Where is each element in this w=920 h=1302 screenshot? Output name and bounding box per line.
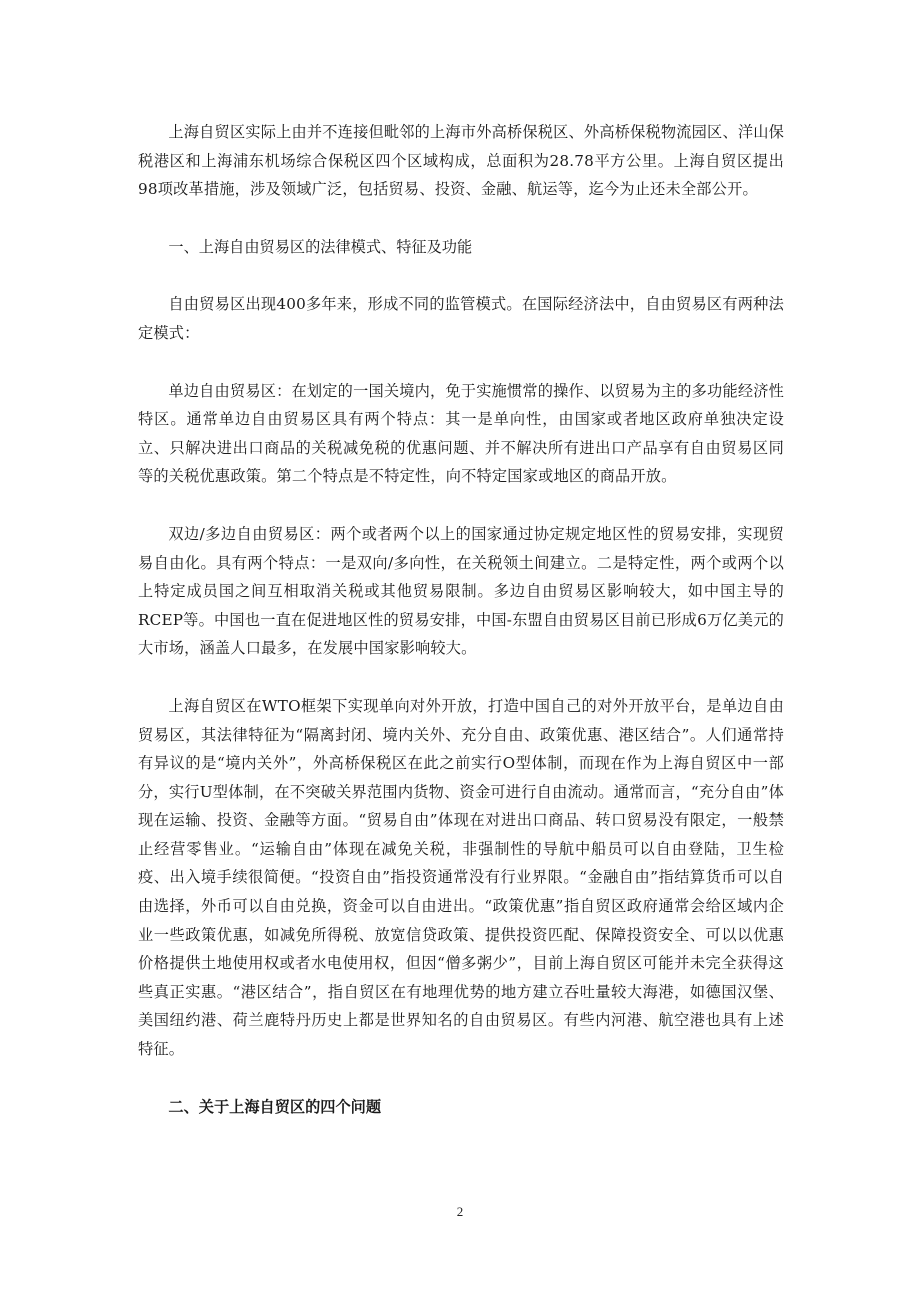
paragraph-intro: 上海自贸区实际上由并不连接但毗邻的上海市外高桥保税区、外高桥保税物流园区、洋山保税港区和上海浦东机场综合保税区四个区域构成，总面积为28.78平方公里。上海自贸区提出98项改革措施，涉及领域广泛，包括贸易、投资、金融、航运等，迄今为止还未全部公开。 [138,123,784,199]
paragraph-gap [138,204,784,233]
paragraph-gap [138,491,784,520]
paragraph-unilateral: 单边自由贸易区：在划定的一国关境内，免于实施惯常的操作、以贸易为主的多功能经济性特区。通常单边自由贸易区具有两个特点：其一是单向性，由国家或者地区政府单独决定设立、只解决进出口商品的关税减免税的优惠问题、并不解决所有进出口产品享有自由贸易区同等的关税优惠政策。第二个特点是不特定性，向不特定国家或地区的商品开放。 [138,381,784,486]
paragraph-multilateral: 双边/多边自由贸易区：两个或者两个以上的国家通过协定规定地区性的贸易安排，实现贸易自由化。具有两个特点：一是双向/多向性，在关税领土间建立。二是特定性，两个或两个以上特定成员国之间互相取消关税或其他贸易限制。多边自由贸易区影响较大，如中国主导的RCEP等。中国也一直在促进地区性的贸易安排，中国-东盟自由贸易区目前已形成6万亿美元的大市场，涵盖人口最多，在发展中国家影响较大。 [138,524,784,658]
document-body [138,118,784,1121]
paragraph-gap [138,261,784,290]
paragraph-shanghai-features: 上海自贸区在WTO框架下实现单向对外开放，打造中国自己的对外开放平台，是单边自由贸易区，其法律特征为“隔离封闭、境内关外、充分自由、政策优惠、港区结合”。人们通常持有异议的是“境内关外”，外高桥保税区在此之前实行O型体制，而现在作为上海自贸区中一部分，实行U型体制，在不突破关界范围内货物、资金可进行自由流动。通常而言，“充分自由”体现在运输、投资、金融等方面。“贸易自由”体现在对进出口商品、转口贸易没有限定，一般禁止经营零售业。“运输自由”体现在减免关税，非强制性的导航中船员可以自由登陆，卫生检疫、出入境手续很简便。“投资自由”指投资通常没有行业界限。“金融自由”指结算货币可以自由选择，外币可以自由兑换，资金可以自由进出。“政策优惠”指自贸区政府通常会给区域内企业一些政策优惠，如减免所得税、放宽信贷政策、提供投资匹配、保障投资安全、可以以优惠价格提供土地使用权或者水电使用权，但因“僧多粥少”，目前上海自贸区可能并未完全获得这些真正实惠。“港区结合”，指自贸区在有地理优势的地方建立吞吐量较大海港，如德国汉堡、美国纽约港、荷兰鹿特丹历史上都是世界知名的自由贸易区。有些内河港、航空港也具有上述特征。 [138,696,784,1059]
paragraph-modes: 自由贸易区出现400多年来，形成不同的监管模式。在国际经济法中，自由贸易区有两种法定模式： [138,295,784,342]
paragraph-gap [138,663,784,692]
paragraph-gap [138,348,784,377]
section-heading-1: 一、上海自由贸易区的法律模式、特征及功能 [168,237,473,256]
paragraph-gap [138,1064,784,1093]
section-heading-2: 二、关于上海自贸区的四个问题 [168,1097,382,1116]
page-number: 2 [456,1204,464,1219]
